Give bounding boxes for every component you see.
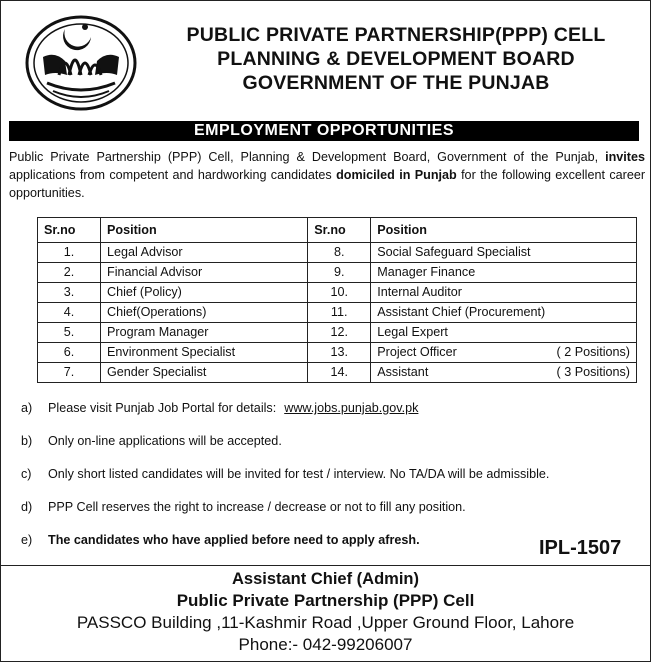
table-cell-srno: 5.: [38, 323, 101, 343]
instruction-item: [21, 434, 641, 467]
table-cell-position: [371, 283, 637, 303]
table-row: [38, 343, 637, 363]
column-header-srno: Sr.no: [38, 218, 101, 243]
instruction-item: [21, 500, 641, 533]
instruction-letter: d): [21, 500, 33, 514]
contact-footer: [1, 568, 650, 656]
table-row: [38, 263, 637, 283]
table-cell-srno: 10.: [308, 283, 371, 303]
footer-address: PASSCO Building ,11-Kashmir Road ,Upper Ground Floor, Lahore: [76, 613, 575, 632]
intro-paragraph: [9, 148, 645, 202]
table-cell-srno: 12.: [308, 323, 371, 343]
instruction-text: Only short listed candidates will be invited for test / interview. No TA/DA will be admissible.: [48, 467, 550, 481]
table-cell-position: [371, 363, 637, 383]
instruction-letter: e): [21, 533, 33, 547]
table-cell-srno: 9.: [308, 263, 371, 283]
instruction-text: [48, 401, 418, 415]
table-row: [38, 303, 637, 323]
table-cell-position: [371, 343, 637, 363]
table-cell-srno: 14.: [308, 363, 371, 383]
table-row: [38, 243, 637, 263]
header-line-ppp-cell: PUBLIC PRIVATE PARTNERSHIP(PPP) CELL: [186, 24, 606, 46]
header-line-planning-board: PLANNING & DEVELOPMENT BOARD: [217, 48, 575, 70]
table-cell-srno: 3.: [38, 283, 101, 303]
footer-organization: Public Private Partnership (PPP) Cell: [176, 591, 475, 610]
table-cell-srno: 11.: [308, 303, 371, 323]
table-cell-srno: 7.: [38, 363, 101, 383]
column-header-position: Position: [101, 218, 308, 243]
position-count-note: ( 2 Positions): [556, 345, 630, 359]
employment-banner: EMPLOYMENT OPPORTUNITIES: [9, 121, 639, 141]
footer-divider: [1, 565, 650, 566]
table-cell-position: [371, 323, 637, 343]
position-title: Assistant: [377, 365, 429, 379]
position-title: Internal Auditor: [377, 285, 462, 299]
table-cell-srno: 1.: [38, 243, 101, 263]
job-portal-link[interactable]: www.jobs.punjab.gov.pk: [284, 401, 419, 415]
positions-table: [37, 217, 637, 383]
table-row: [38, 283, 637, 303]
intro-invites: invites: [605, 150, 645, 164]
position-count-note: ( 3 Positions): [556, 365, 630, 379]
intro-part2: applications from competent and hardworking candidates: [9, 168, 332, 182]
position-title: Social Safeguard Specialist: [377, 245, 531, 259]
government-of-punjab-emblem-icon: [25, 15, 137, 111]
table-cell-srno: 6.: [38, 343, 101, 363]
instruction-letter: a): [21, 401, 33, 415]
header-line-government: GOVERNMENT OF THE PUNJAB: [242, 72, 550, 94]
advertisement-reference-code: IPL-1507: [539, 537, 622, 559]
footer-phone: Phone:- 042-99206007: [238, 635, 413, 654]
table-cell-position: [371, 303, 637, 323]
footer-contact-title: Assistant Chief (Admin): [231, 570, 419, 588]
organization-header: [151, 23, 641, 95]
column-header-position: Position: [371, 218, 637, 243]
table-cell-srno: 13.: [308, 343, 371, 363]
instruction-text: PPP Cell reserves the right to increase / decrease or not to fill any position.: [48, 500, 466, 514]
instruction-letter: b): [21, 434, 33, 448]
table-cell-position: [371, 263, 637, 283]
table-cell-position: Environment Specialist: [101, 343, 308, 363]
intro-part3: for the following excellent career opportunities.: [9, 168, 646, 200]
table-cell-position: Gender Specialist: [101, 363, 308, 383]
intro-domiciled: domiciled in Punjab: [336, 168, 457, 182]
table-cell-srno: 4.: [38, 303, 101, 323]
table-row: [38, 323, 637, 343]
position-title: Legal Expert: [377, 325, 448, 339]
position-title: Project Officer: [377, 345, 457, 359]
table-cell-position: Chief(Operations): [101, 303, 308, 323]
column-header-srno: Sr.no: [308, 218, 371, 243]
table-cell-position: Legal Advisor: [101, 243, 308, 263]
instruction-text-main: Please visit Punjab Job Portal for details:: [48, 401, 277, 415]
instruction-item: [21, 467, 641, 500]
position-title: Manager Finance: [377, 265, 476, 279]
table-cell-position: Chief (Policy): [101, 283, 308, 303]
intro-part1: Public Private Partnership (PPP) Cell, Planning & Development Board, Government of the Punjab,: [9, 150, 599, 164]
table-cell-srno: 2.: [38, 263, 101, 283]
table-cell-srno: 8.: [308, 243, 371, 263]
table-cell-position: [371, 243, 637, 263]
instruction-item: [21, 401, 641, 434]
table-row: [38, 363, 637, 383]
instruction-letter: c): [21, 467, 32, 481]
instruction-text: Only on-line applications will be accepted.: [48, 434, 282, 448]
table-cell-position: Financial Advisor: [101, 263, 308, 283]
table-cell-position: Program Manager: [101, 323, 308, 343]
position-title: Assistant Chief (Procurement): [377, 305, 546, 319]
table-header-row: [38, 218, 637, 243]
instruction-text: The candidates who have applied before need to apply afresh.: [48, 533, 420, 547]
